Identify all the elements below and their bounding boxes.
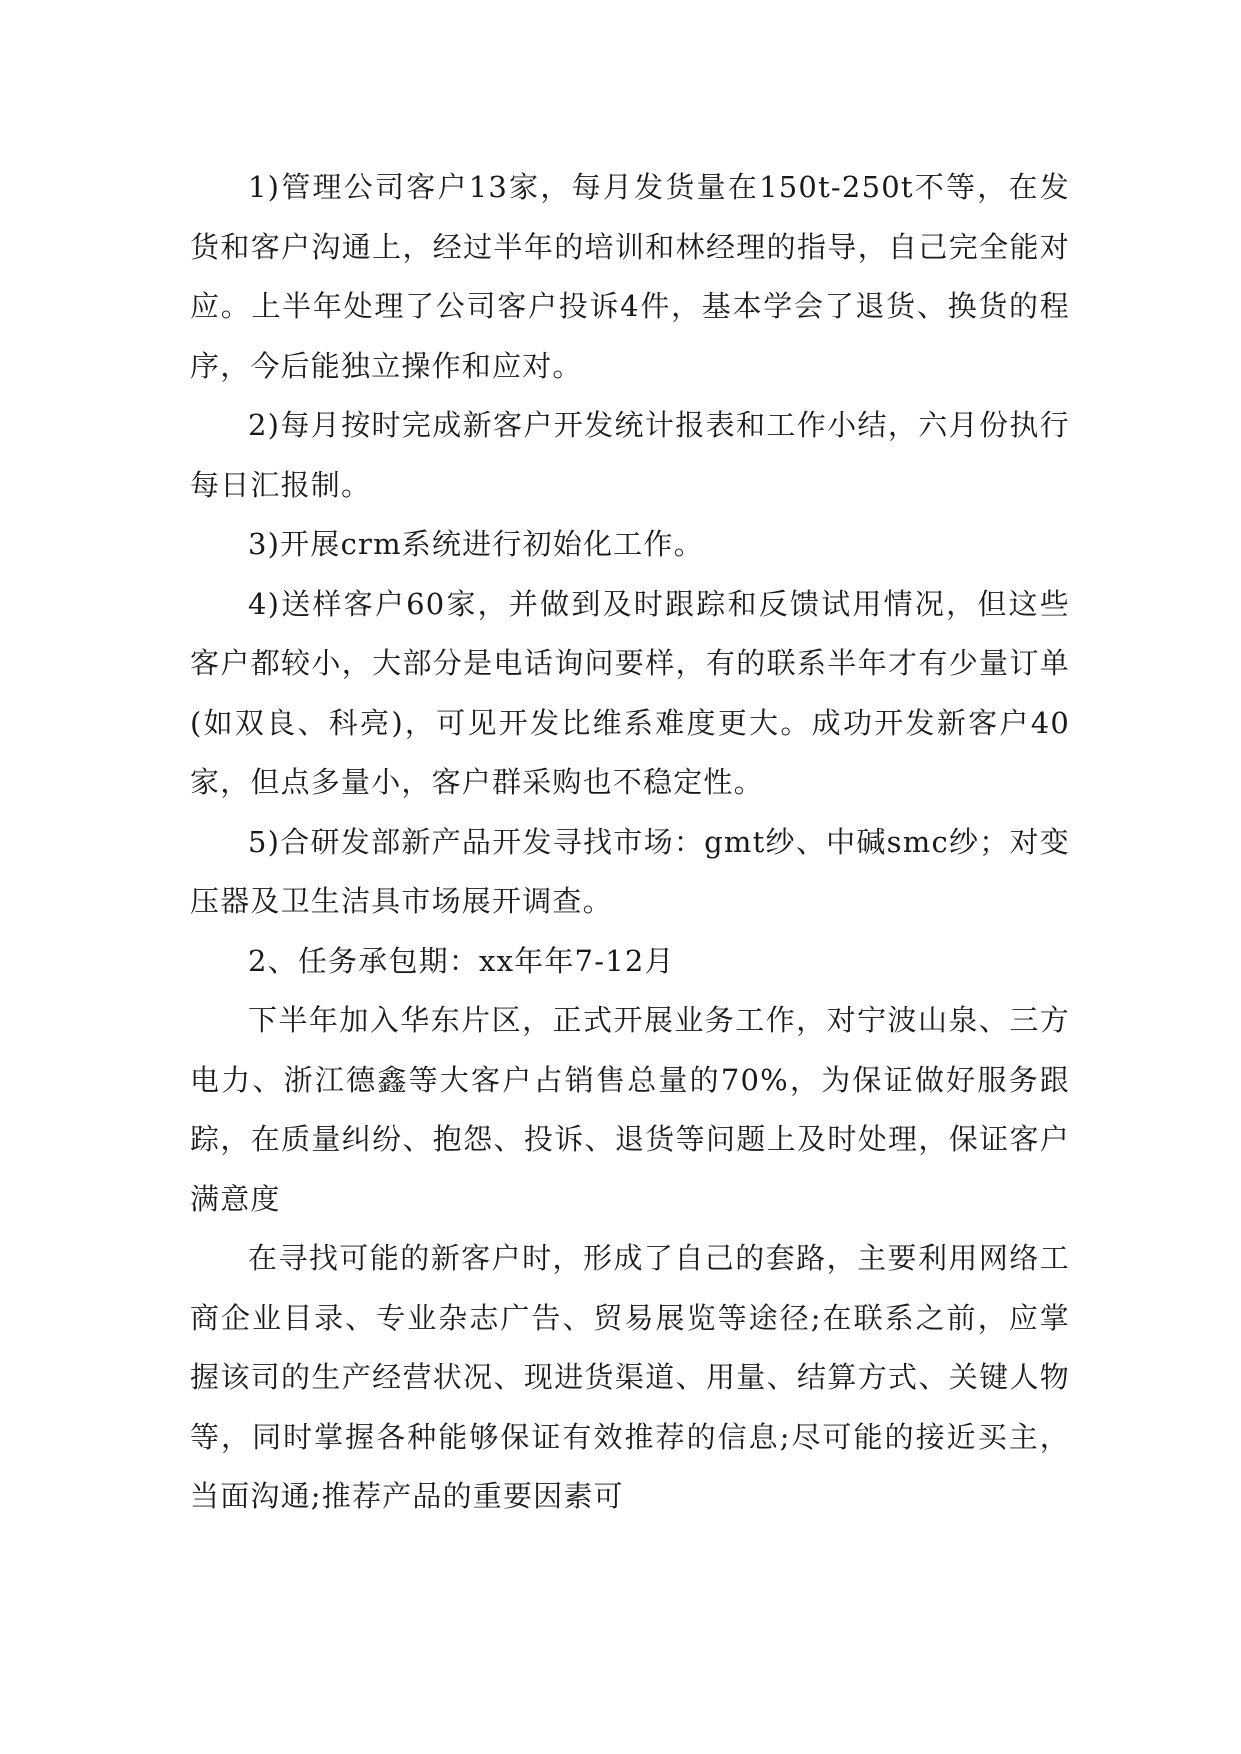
paragraph-7: 下半年加入华东片区，正式开展业务工作，对宁波山泉、三方电力、浙江德鑫等大客户占销售总量的70%，为保证做好服务跟踪，在质量纠纷、抱怨、投诉、退货等问题上及时处理，保证客户满意度 — [190, 1003, 1070, 1216]
paragraph-1: 1)管理公司客户13家，每月发货量在150t-250t不等，在发货和客户沟通上，经过半年的培训和林经理的指导，自己完全能对应。上半年处理了公司客户投诉4件，基本学会了退货、换货的程序，今后能独立操作和应对。 — [190, 170, 1070, 383]
document-body — [190, 158, 1070, 1527]
section-heading-task-period: 2、任务承包期：xx年年7-12月 — [248, 943, 675, 978]
paragraph-4: 4)送样客户60家，并做到及时跟踪和反馈试用情况，但这些客户都较小，大部分是电话询问要样，有的联系半年才有少量订单(如双良、科亮)，可见开发比维系难度更大。成功开发新客户40家，但点多量小，客户群采购也不稳定性。 — [190, 586, 1070, 799]
paragraph-2: 2)每月按时完成新客户开发统计报表和工作小结，六月份执行每日汇报制。 — [190, 408, 1070, 502]
paragraph-5: 5)合研发部新产品开发寻找市场：gmt纱、中碱smc纱；对变压器及卫生洁具市场展开调查。 — [190, 824, 1070, 918]
paragraph-8: 在寻找可能的新客户时，形成了自己的套路，主要利用网络工商企业目录、专业杂志广告、贸易展览等途径;在联系之前，应掌握该司的生产经营状况、现进货渠道、用量、结算方式、关键人物等，同时掌握各种能够保证有效推荐的信息;尽可能的接近买主，当面沟通;推荐产品的重要因素可 — [190, 1241, 1070, 1513]
paragraph-3: 3)开展crm系统进行初始化工作。 — [248, 527, 704, 561]
